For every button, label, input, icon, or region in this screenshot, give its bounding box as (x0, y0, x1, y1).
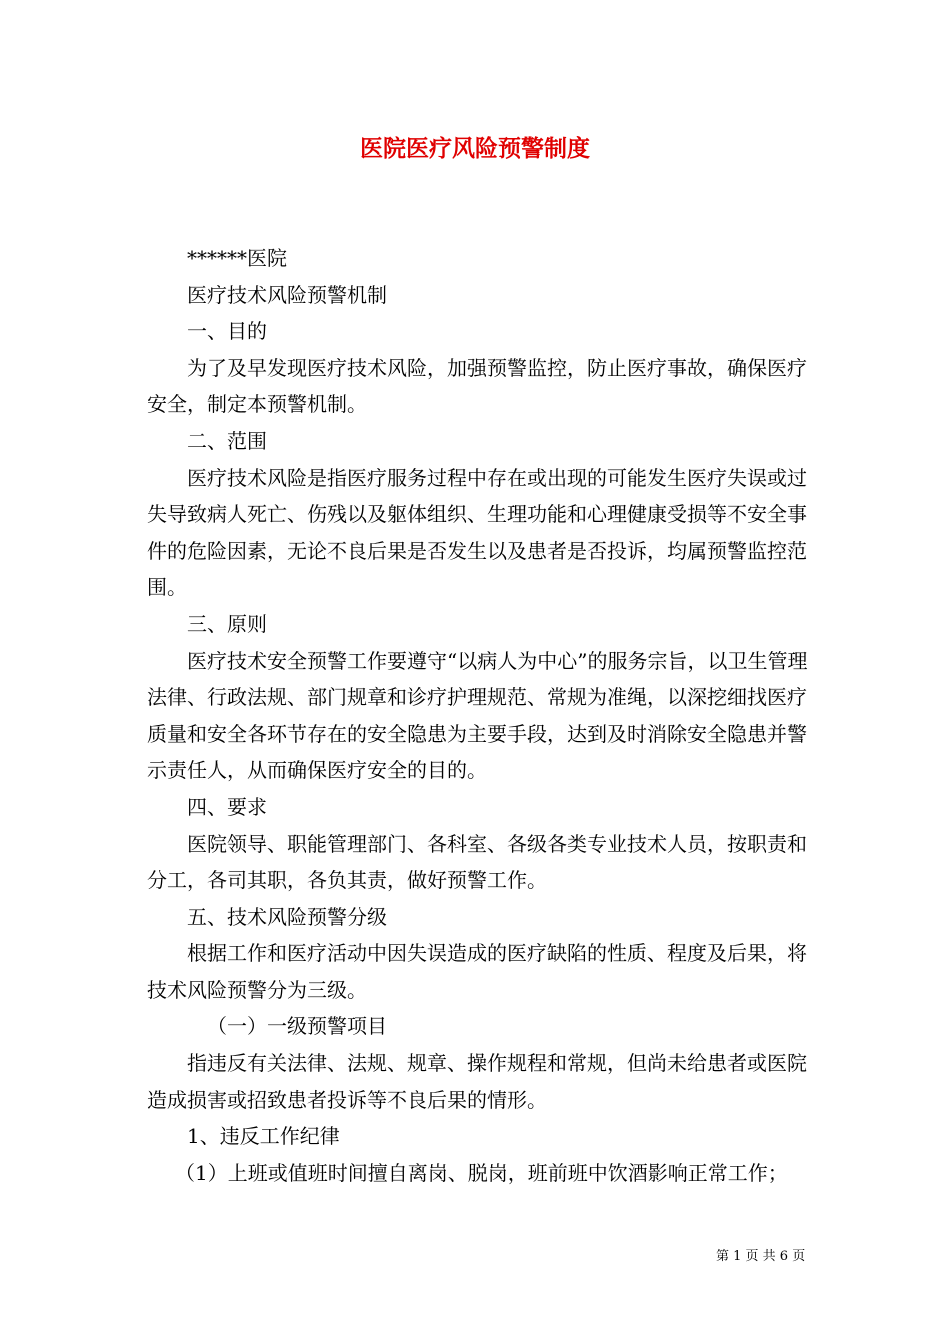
mechanism-title: 医疗技术风险预警机制 (187, 282, 387, 307)
page-number: 第 1 页 共 6 页 (716, 1249, 806, 1264)
paragraph-principle: 医疗技术安全预警工作要遵守“以病人为中心”的服务宗旨，以卫生管理法律、行政法规、部门规章和诊疗护理规范、常规为准绳，以深挖细找医疗质量和安全各环节存在的安全隐患为主要手段，达到及时消除安全隐患并警示责任人，从而确保医疗安全的目的。 (147, 648, 808, 783)
section-heading-requirements: 四、要求 (187, 794, 267, 819)
paragraph-purpose: 为了及早发现医疗技术风险，加强预警监控，防止医疗事故，确保医疗安全，制定本预警机制。 (147, 355, 807, 417)
paragraph-classification: 根据工作和医疗活动中因失误造成的医疗缺陷的性质、程度及后果，将技术风险预警分为三级。 (147, 941, 807, 1002)
hospital-name: ******医院 (187, 246, 287, 270)
paragraph-level-one: 指违反有关法律、法规、规章、操作规程和常规，但尚未给患者或医院造成损害或招致患者投诉等不良后果的情形。 (147, 1051, 807, 1112)
paragraph-requirements: 医院领导、职能管理部门、各科室、各级各类专业技术人员，按职责和分工，各司其职，各负其责，做好预警工作。 (147, 831, 807, 893)
document-title: 医院医疗风险预警制度 (360, 135, 590, 162)
subsection-heading-level-one: （一）一级预警项目 (207, 1014, 387, 1039)
paragraph-scope: 医疗技术风险是指医疗服务过程中存在或出现的可能发生医疗失误或过失导致病人死亡、伤残以及躯体组织、生理功能和心理健康受损等不安全事件的危险因素，无论不良后果是否发生以及患者是否投诉，均属预警监控范围。 (147, 465, 807, 600)
section-heading-classification: 五、技术风险预警分级 (187, 904, 387, 929)
item-heading-work-discipline: 1、违反工作纪律 (187, 1124, 340, 1149)
section-heading-principle: 三、原则 (187, 611, 267, 636)
item-work-discipline-1: （1）上班或值班时间擅自离岗、脱岗，班前班中饮酒影响正常工作； (175, 1160, 788, 1185)
section-heading-purpose: 一、目的 (187, 319, 267, 344)
section-heading-scope: 二、范围 (187, 428, 267, 453)
document-body (147, 240, 817, 1191)
